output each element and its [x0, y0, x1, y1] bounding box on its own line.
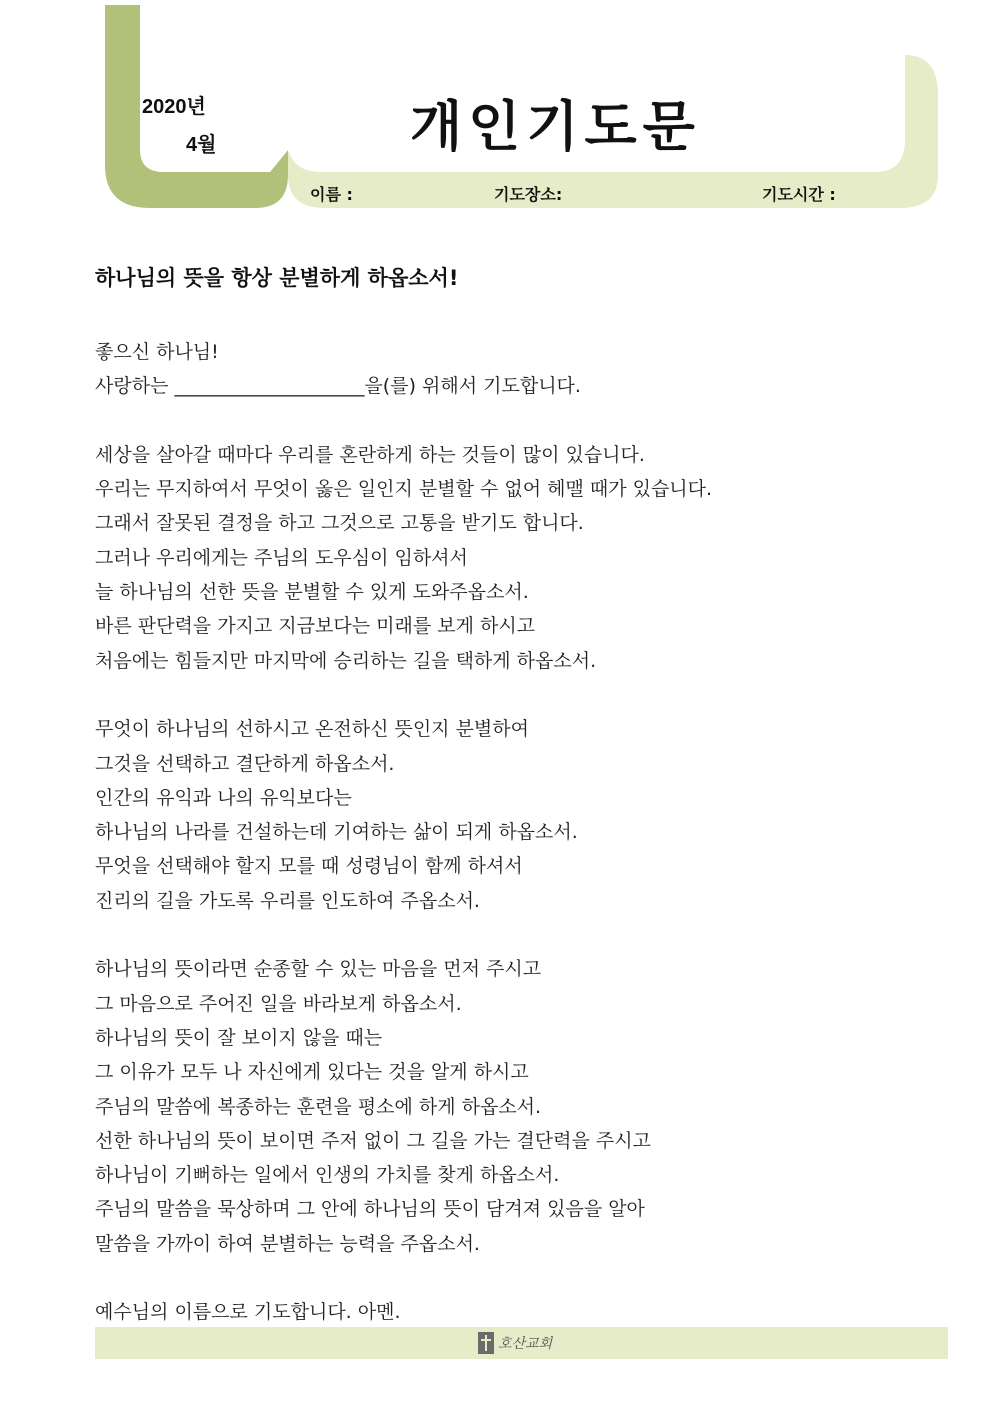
prayer-line: 늘 하나님의 선한 뜻을 분별할 수 있게 도와주옵소서.: [95, 581, 529, 604]
time-field-label: 기도시간 :: [762, 185, 836, 204]
prayer-line: 그것을 선택하고 결단하게 하옵소서.: [95, 752, 395, 775]
prayer-line: 세상을 살아갈 때마다 우리를 혼란하게 하는 것들이 많이 있습니다.: [95, 443, 645, 466]
document-title: 개인기도문: [410, 95, 701, 158]
prayer-line: 그래서 잘못된 결정을 하고 그것으로 고통을 받기도 합니다.: [95, 512, 584, 535]
prayer-subtitle: 하나님의 뜻을 항상 분별하게 하옵소서!: [95, 266, 459, 290]
prayer-closing: 예수님의 이름으로 기도합니다. 아멘.: [95, 1301, 401, 1324]
prayer-line: 그 마음으로 주어진 일을 바라보게 하옵소서.: [95, 992, 462, 1015]
prayer-line: 인간의 유익과 나의 유익보다는: [95, 786, 352, 809]
church-logo: [478, 1331, 552, 1355]
name-field-label: 이름 :: [310, 185, 353, 204]
prayer-line: 주님의 말씀에 복종하는 훈련을 평소에 하게 하옵소서.: [95, 1095, 542, 1118]
place-field-label: 기도장소:: [494, 185, 563, 204]
prayer-line: 하나님의 뜻이 잘 보이지 않을 때는: [95, 1026, 383, 1049]
header-month: 4월: [186, 134, 217, 156]
prayer-line: 진리의 길을 가도록 우리를 인도하여 주옵소서.: [95, 889, 480, 912]
prayer-line: 무엇을 선택해야 할지 모를 때 성령님이 함께 하셔서: [95, 855, 523, 878]
prayer-line: 바른 판단력을 가지고 지금보다는 미래를 보게 하시고: [95, 615, 536, 638]
cross-icon: [478, 1332, 494, 1354]
prayer-line: 그 이유가 모두 나 자신에게 있다는 것을 알게 하시고: [95, 1061, 529, 1084]
prayer-line: 하나님이 기뻐하는 일에서 인생의 가치를 찾게 하옵소서.: [95, 1164, 560, 1187]
prayer-line: 선한 하나님의 뜻이 보이면 주저 없이 그 길을 가는 결단력을 주시고: [95, 1129, 651, 1152]
prayer-line: 말씀을 가까이 하여 분별하는 능력을 주옵소서.: [95, 1232, 480, 1255]
prayer-line: 사랑하는 ____________________을(를) 위해서 기도합니다.: [95, 375, 581, 398]
prayer-line: 주님의 말씀을 묵상하며 그 안에 하나님의 뜻이 담겨져 있음을 알아: [95, 1198, 645, 1221]
prayer-line: 처음에는 힘들지만 마지막에 승리하는 길을 택하게 하옵소서.: [95, 649, 597, 672]
prayer-line: 우리는 무지하여서 무엇이 옳은 일인지 분별할 수 없어 헤맬 때가 있습니다.: [95, 478, 713, 501]
prayer-line: 좋으신 하나님!: [95, 341, 219, 363]
prayer-line: 하나님의 나라를 건설하는데 기여하는 삶이 되게 하옵소서.: [95, 821, 578, 844]
header-year: 2020년: [142, 96, 206, 118]
prayer-body: [95, 335, 955, 1330]
prayer-line: 그러나 우리에게는 주님의 도우심이 임하셔서: [95, 546, 468, 569]
prayer-line: 무엇이 하나님의 선하시고 온전하신 뜻인지 분별하여: [95, 718, 529, 741]
church-logo-text: 호산교회: [498, 1336, 553, 1352]
prayer-line: 하나님의 뜻이라면 순종할 수 있는 마음을 먼저 주시고: [95, 958, 542, 981]
